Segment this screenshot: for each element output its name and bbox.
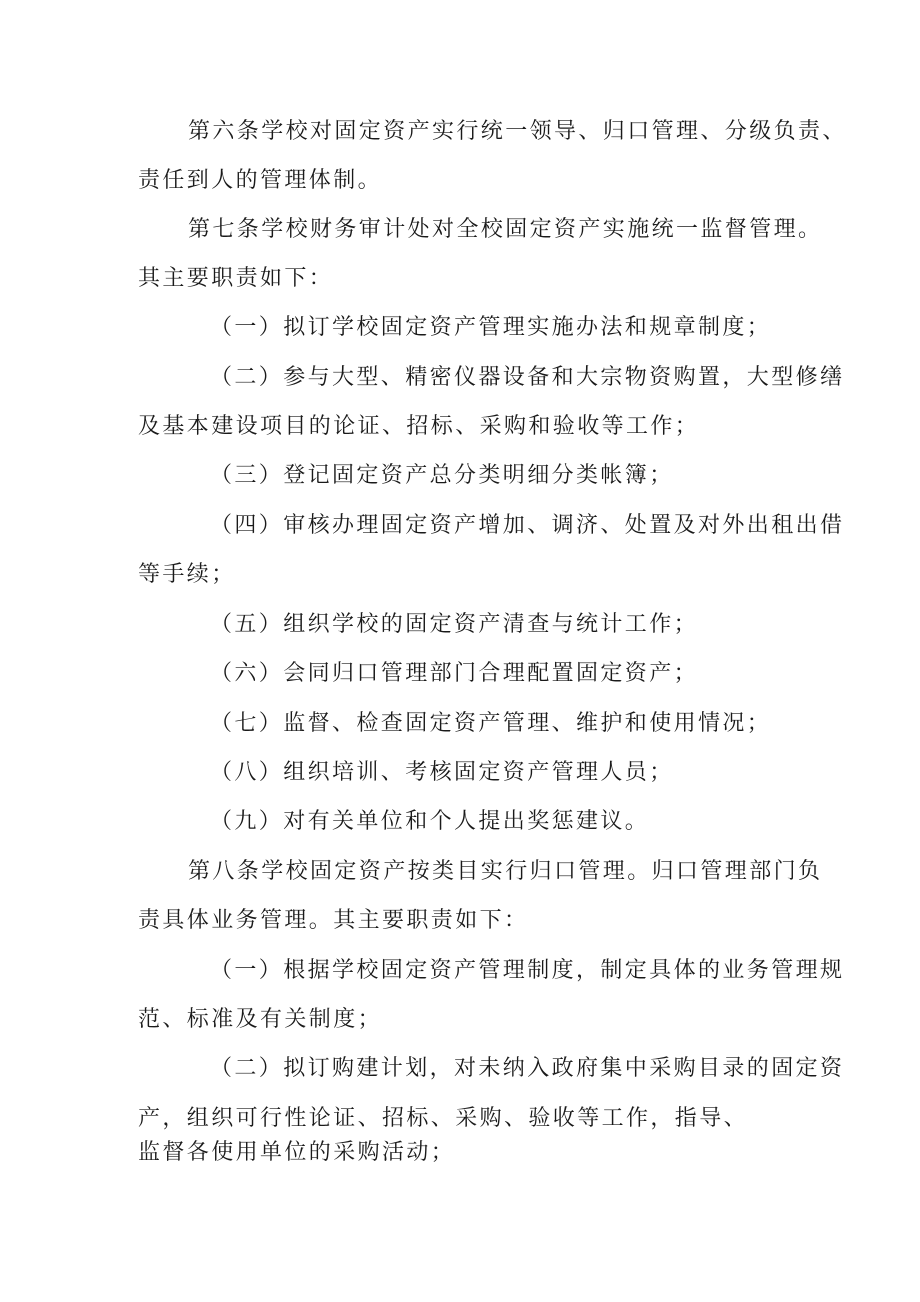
article-7-item-4-line-1: （四）审核办理固定资产增加、调济、处置及对外出租出借 bbox=[210, 513, 845, 538]
article-7-item-7: （七）监督、检查固定资产管理、维护和使用情况； bbox=[210, 711, 772, 736]
article-8-item-1-line-1: （一）根据学校固定资产管理制度，制定具体的业务管理规 bbox=[210, 958, 845, 983]
article-8-item-2-line-2: 产，组织可行性论证、招标、采购、验收等工作，指导、 bbox=[138, 1106, 749, 1131]
article-6-line-2: 责任到人的管理体制。 bbox=[138, 168, 383, 193]
article-7-item-8: （八）组织培训、考核固定资产管理人员； bbox=[210, 760, 674, 785]
article-7-line-2: 其主要职责如下： bbox=[138, 266, 334, 291]
article-7-item-4-line-2: 等手续； bbox=[138, 562, 236, 587]
article-7-item-2-line-2: 及基本建设项目的论证、招标、采购和验收等工作； bbox=[138, 414, 700, 439]
article-7-line-1: 第七条学校财务审计处对全校固定资产实施统一监督管理。 bbox=[188, 217, 823, 242]
article-7-item-2-line-1: （二）参与大型、精密仪器设备和大宗物资购置，大型修缮 bbox=[210, 365, 845, 390]
article-8-item-2-line-3: 监督各使用单位的采购活动； bbox=[138, 1140, 456, 1165]
article-7-item-6: （六）会同归口管理部门合理配置固定资产； bbox=[210, 661, 699, 686]
article-7-item-5: （五）组织学校的固定资产清查与统计工作； bbox=[210, 612, 699, 637]
article-6-line-1: 第六条学校对固定资产实行统一领导、归口管理、分级负责、 bbox=[188, 119, 847, 144]
article-7-item-9: （九）对有关单位和个人提出奖惩建议。 bbox=[210, 809, 650, 834]
article-8-line-2: 责具体业务管理。其主要职责如下： bbox=[138, 908, 529, 933]
article-8-item-2-line-1: （二）拟订购建计划，对未纳入政府集中采购目录的固定资 bbox=[210, 1056, 845, 1081]
article-7-item-3: （三）登记固定资产总分类明细分类帐簿； bbox=[210, 463, 674, 488]
article-8-item-1-line-2: 范、标准及有关制度； bbox=[138, 1007, 383, 1032]
article-8-line-1: 第八条学校固定资产按类目实行归口管理。归口管理部门负 bbox=[188, 859, 823, 884]
article-7-item-1: （一）拟订学校固定资产管理实施办法和规章制度； bbox=[210, 315, 772, 340]
